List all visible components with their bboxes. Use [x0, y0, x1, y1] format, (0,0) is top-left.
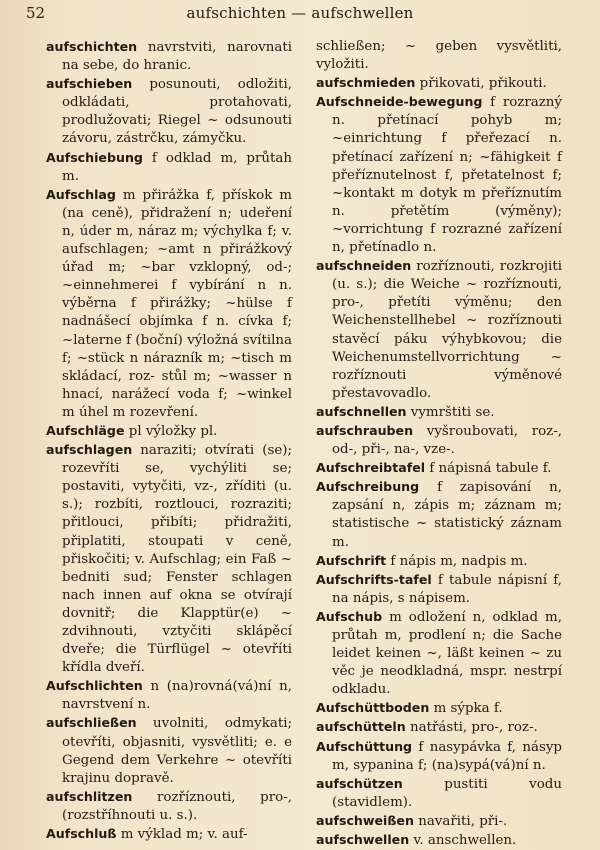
entry-definition: m odložení n, odklad m, průtah m, prodlení n; die Sache leidet keinen ~, läßt keinen ~ zu věc je neodkladná, mspr. nestrpí odkladu. [332, 609, 562, 698]
entry-headword: aufschrauben [316, 422, 414, 438]
entry-definition: vyšroubovati, roz-, od-, při-, na-, vze-. [332, 423, 562, 458]
entry-definition: natřásti, pro-, roz-. [405, 720, 538, 736]
dictionary-entry [46, 677, 292, 714]
entry-headword: Aufschlichten [46, 678, 143, 694]
entry-definition: m přirážka f, přískok m (na ceně), přidražení n; udeření n, úder m, náraz m; výchylka f; v. aufschlagen; ~amt n přirážkový úřad m; ~bar vzklopný, od-; ~einnehmerei f vybírání n n. výběrna f přirážky; ~hülse f nadnášecí objímka f n. cívka f; ~laterne f (boční) výložná svítilna f; ~stück n nárazník m; ~tisch m skládací, roz- stůl m; ~wasser n hnací, narážecí voda f; ~winkel m úhel m rozevření. [62, 187, 292, 420]
entry-headword: aufschützen [316, 775, 403, 791]
entry-headword: Aufschub [316, 608, 383, 624]
entry-definition: rozříznouti, rozkrojiti (u. s.); die Weiche ~ rozříznouti, pro-, přetíti výměnu; den Weichenstellhebel ~ rozříznouti stavěcí páku výhybkovou; die Weichenumstellvorrichtung ~ rozříznouti výměnové přestavovadlo. [332, 259, 562, 401]
dictionary-entry [46, 714, 292, 787]
entry-headword: Aufschrifts-tafel [316, 571, 432, 587]
entry-headword: Aufschläge [46, 422, 125, 438]
dictionary-entry [316, 831, 562, 850]
dictionary-entry [316, 738, 562, 775]
entry-definition: posunouti, odložiti, odkládati, protahovati, prodlužovati; Riegel ~ odsunouti závoru, zástrčku, zámyčku. [62, 77, 292, 147]
entry-headword: aufschlagen [46, 442, 133, 458]
dictionary-entry [316, 257, 562, 403]
dictionary-entry [316, 422, 562, 459]
entry-headword: aufschwellen [316, 832, 410, 848]
entry-definition: f odklad m, průtah m. [62, 150, 292, 184]
dictionary-entry [46, 75, 292, 148]
entry-definition: naraziti; otvírati (se); rozevříti se, vychýliti se; postaviti, vytyčiti, vz-, zříditi (u. s.); rozbíti, roztlouci, rozraziti; přitlouci, přibíti; přidražiti, připlatiti, stoupati v ceně, přiskočiti; v. Aufschlag; ein Faß ~ bedniti sud; Fenster schlagen nach innen auf okna se otvírají dovnitř; die Klapptür(e) ~ zdvihnouti, vztyčiti sklápěcí dveře; die Türflügel ~ otevříti křídla dveří. [62, 443, 292, 676]
left-column [46, 38, 292, 844]
entry-definition: uvolniti, odmykati; otevříti, objasniti, vysvětliti; e. e Gegend dem Verkehre ~ otevříti krajinu dopravě. [62, 716, 292, 786]
running-head: aufschichten — aufschwellen [186, 4, 414, 22]
entry-definition: pustiti vodu (stavidlem). [332, 776, 562, 810]
entry-headword: aufschütteln [316, 719, 406, 735]
entry-definition: f tabule nápisní f, na nápis, s nápisem. [332, 572, 562, 606]
entry-headword: Aufschreibung [316, 479, 420, 495]
dictionary-entry [316, 699, 562, 718]
dictionary-entry [316, 38, 562, 74]
right-column [316, 38, 562, 850]
entry-headword: Aufschluß [46, 826, 117, 842]
dictionary-entry [316, 459, 562, 478]
entry-headword: Aufschüttung [316, 738, 413, 754]
dictionary-entry [316, 93, 562, 257]
entry-definition: v. anschwellen. [409, 833, 517, 849]
dictionary-entry [46, 149, 292, 186]
entry-definition: pl výložky pl. [124, 423, 218, 439]
entry-headword: Aufschrift [316, 552, 387, 568]
entry-headword: aufschließen [46, 715, 137, 731]
page-number: 52 [26, 4, 46, 22]
dictionary-entry [46, 825, 292, 844]
dictionary-entry [46, 186, 292, 422]
dictionary-entry [316, 812, 562, 831]
entry-definition: vymrštiti se. [406, 404, 495, 420]
entry-definition: navařiti, při-. [413, 813, 508, 829]
entry-definition: přikovati, přikouti. [415, 76, 547, 92]
dictionary-entry [316, 74, 562, 93]
entry-definition: m sýpka f. [429, 701, 503, 717]
dictionary-entry [46, 788, 292, 825]
entry-definition: navrstviti, narovnati na sebe, do hranic. [62, 40, 292, 74]
entry-definition: rozříznouti, pro-, (rozstříhnouti u. s.). [62, 789, 292, 823]
entry-definition: schließen; ~ geben vysvětliti, vyložiti. [316, 39, 562, 73]
entry-definition: f zapisování n, zapsání n, zápis m; záznam m; statistische ~ statistický záznam m. [332, 480, 562, 550]
entry-headword: aufschmieden [316, 75, 416, 91]
dictionary-entry [316, 775, 562, 812]
entry-headword: Aufschüttboden [316, 700, 430, 716]
dictionary-entry [316, 403, 562, 422]
entry-headword: Aufschlag [46, 186, 116, 202]
entry-headword: aufschnellen [316, 403, 407, 419]
entry-headword: aufschlitzen [46, 788, 133, 804]
entry-headword: Aufschreibtafel [316, 460, 426, 476]
entry-headword: Aufschneide-bewegung [316, 94, 483, 110]
entry-headword: aufschichten [46, 39, 138, 54]
entry-definition: f nápis m, nadpis m. [386, 553, 528, 569]
dictionary-entry [316, 478, 562, 551]
entry-headword: aufschweißen [316, 812, 414, 828]
page-header [0, 4, 600, 26]
dictionary-entry [316, 718, 562, 737]
entry-definition: f nasypávka f, násyp m, sypanina f; (na)sypá(vá)ní n. [332, 739, 562, 773]
entry-headword: aufschieben [46, 76, 133, 92]
dictionary-entry [46, 422, 292, 441]
dictionary-entry [46, 38, 292, 75]
dictionary-entry [46, 441, 292, 677]
entry-headword: aufschneiden [316, 258, 412, 274]
entry-definition: m výklad m; v. auf- [116, 827, 248, 843]
entry-definition: f nápisná tabule f. [425, 461, 552, 477]
entry-definition: f rozrazný n. přetínací pohyb m; ~einrichtung f přeřezací n. přetínací zařízení n; ~fähigkeit f přeříznutelnost f, přetatelnost f; ~kontakt m dotyk m přeříznutím n. přetětím (výměny); ~vorrichtung f rozrazné zařízení n, přetínadlo n. [332, 95, 562, 256]
entry-definition: n (na)rovná(vá)ní n, navrstvení n. [62, 679, 292, 713]
dictionary-entry [316, 571, 562, 608]
entry-headword: Aufschiebung [46, 149, 143, 165]
dictionary-entry [316, 552, 562, 571]
dictionary-entry [316, 608, 562, 699]
